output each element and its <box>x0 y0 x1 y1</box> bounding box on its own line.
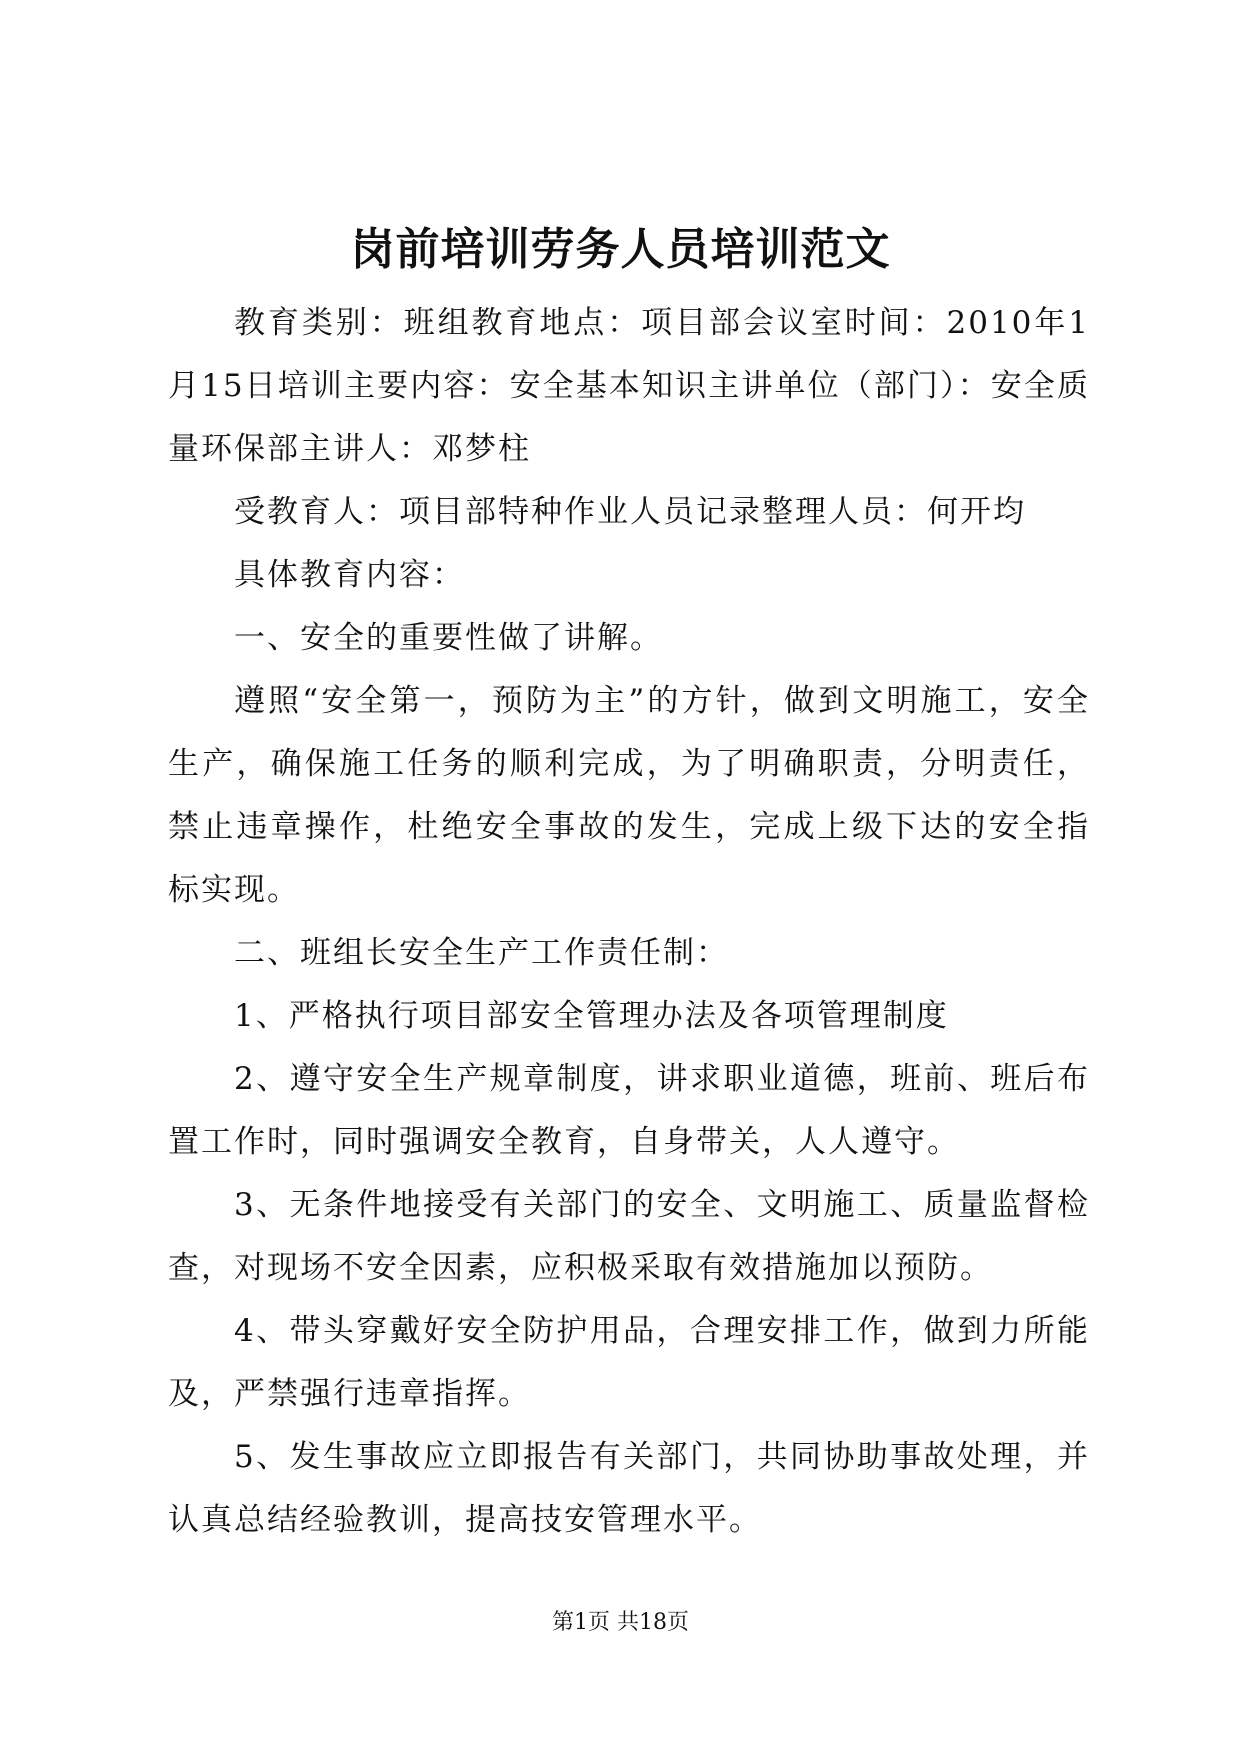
paragraph-section-2-heading: 二、班组长安全生产工作责任制： <box>234 935 729 971</box>
paragraph-item-3: 3、无条件地接受有关部门的安全、文明施工、质量监督检查，对现场不安全因素，应积极采取有效措施加以预防。 <box>168 1187 1090 1286</box>
paragraph-item-2: 2、遵守安全生产规章制度，讲求职业道德，班前、班后布置工作时，同时强调安全教育，自身带关，人人遵守。 <box>168 1061 1090 1160</box>
paragraph-meta: 教育类别：班组教育地点：项目部会议室时间：2010年1月15日培训主要内容：安全基本知识主讲单位（部门）：安全质量环保部主讲人：邓梦柱 <box>168 305 1090 467</box>
page-footer: 第1页 共18页 <box>552 1610 689 1635</box>
paragraph-item-5: 5、发生事故应立即报告有关部门，共同协助事故处理，并认真总结经验教训，提高技安管理水平。 <box>168 1439 1090 1538</box>
paragraph-attendees: 受教育人：项目部特种作业人员记录整理人员：何开均 <box>234 494 1026 530</box>
paragraph-item-4: 4、带头穿戴好安全防护用品，合理安排工作，做到力所能及，严禁强行违章指挥。 <box>168 1313 1090 1412</box>
document-body <box>168 292 1090 1552</box>
paragraph-content-heading: 具体教育内容： <box>234 557 465 593</box>
paragraph-section-1-heading: 一、安全的重要性做了讲解。 <box>234 620 663 656</box>
paragraph-item-1: 1、严格执行项目部安全管理办法及各项管理制度 <box>234 998 949 1034</box>
page-title: 岗前培训劳务人员培训范文 <box>350 224 891 275</box>
paragraph-section-1-body: 遵照“安全第一，预防为主”的方针，做到文明施工，安全生产，确保施工任务的顺利完成，为了明确职责，分明责任，禁止违章操作，杜绝安全事故的发生，完成上级下达的安全指标实现。 <box>168 683 1090 908</box>
